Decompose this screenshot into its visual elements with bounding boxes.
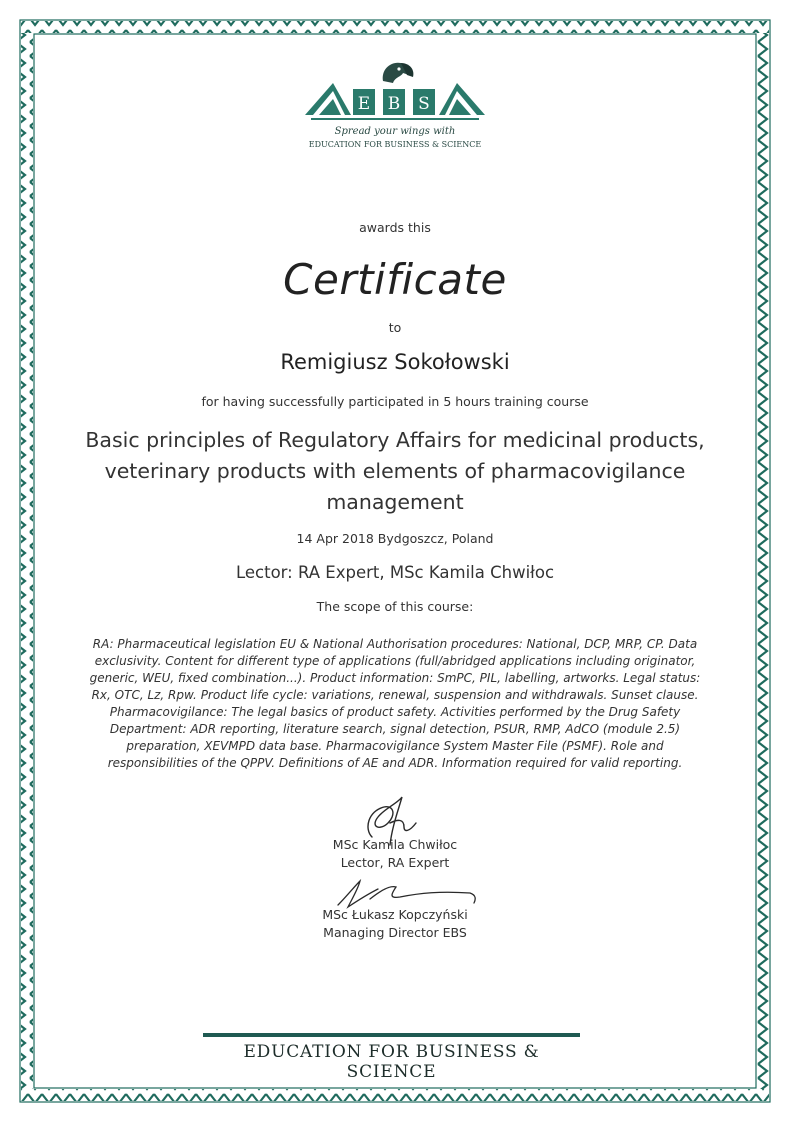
recipient-name: Remigiusz Sokołowski bbox=[280, 350, 510, 374]
logo-tagline: Spread your wings with bbox=[334, 126, 456, 137]
logo-org: EDUCATION FOR BUSINESS & SCIENCE bbox=[308, 140, 482, 149]
course-title bbox=[60, 425, 730, 518]
signatory-name: MSc Łukasz Kopczyński bbox=[322, 907, 468, 922]
signatory-name: MSc Kamila Chwiłoc bbox=[332, 837, 458, 852]
scope-line: preparation, XEVMPD data base. Pharmacovigilance System Master File (PSMF). Role and bbox=[126, 739, 664, 753]
signatory-role: Managing Director EBS bbox=[323, 925, 467, 940]
ebs-logo bbox=[295, 55, 495, 160]
course-title-line: Basic principles of Regulatory Affairs for medicinal products, bbox=[85, 428, 705, 452]
footer-text: EDUCATION FOR BUSINESS & SCIENCE bbox=[243, 1042, 540, 1082]
logo-letter-s: S bbox=[418, 94, 430, 114]
scope-line: exclusivity. Content for different type of applications (full/abridged applications including originator, bbox=[94, 654, 696, 668]
logo-letter-e: E bbox=[357, 94, 371, 114]
awards-text: awards this bbox=[359, 220, 431, 235]
scope-line: responsibilities of the QPPV. Definitions of AE and ADR. Information required for valid reporting. bbox=[107, 756, 683, 770]
signatory-role: Lector, RA Expert bbox=[340, 855, 450, 870]
footer-banner bbox=[203, 1033, 580, 1082]
course-title-line: management bbox=[326, 490, 464, 514]
to-text: to bbox=[388, 320, 402, 335]
signature-block-director bbox=[0, 906, 790, 942]
scope-line: generic, WEU, fixed combination...). Product information: SmPC, PIL, labelling, artworks. Legal status: bbox=[89, 671, 701, 685]
signature-block-lector bbox=[0, 836, 790, 872]
logo-letter-b: B bbox=[387, 94, 401, 114]
participation-text: for having successfully participated in 5 hours training course bbox=[201, 394, 589, 409]
scope-line: Department: ADR reporting, literature search, signal detection, PSUR, RMP, AdCO (module 2.5) bbox=[109, 722, 681, 736]
scope-line: Rx, OTC, Lz, Rpw. Product life cycle: variations, renewal, suspension and withdrawals. Sunset clause. bbox=[91, 688, 699, 702]
lector-text: Lector: RA Expert, MSc Kamila Chwiłoc bbox=[235, 563, 555, 582]
certificate-title: Certificate bbox=[283, 255, 507, 304]
scope-line: RA: Pharmaceutical legislation EU & National Authorisation procedures: National, DCP, MRP, CP. Data bbox=[92, 637, 698, 651]
scope-heading: The scope of this course: bbox=[316, 599, 474, 614]
course-title-line: veterinary products with elements of pharmacovigilance bbox=[104, 459, 686, 483]
scope-line: Pharmacovigilance: The legal basics of product safety. Activities performed by the Drug Safety bbox=[109, 705, 681, 719]
scope-description bbox=[82, 636, 708, 772]
footer-bar bbox=[203, 1033, 580, 1037]
date-place: 14 Apr 2018 Bydgoszcz, Poland bbox=[296, 531, 494, 546]
eagle-icon bbox=[383, 63, 414, 83]
